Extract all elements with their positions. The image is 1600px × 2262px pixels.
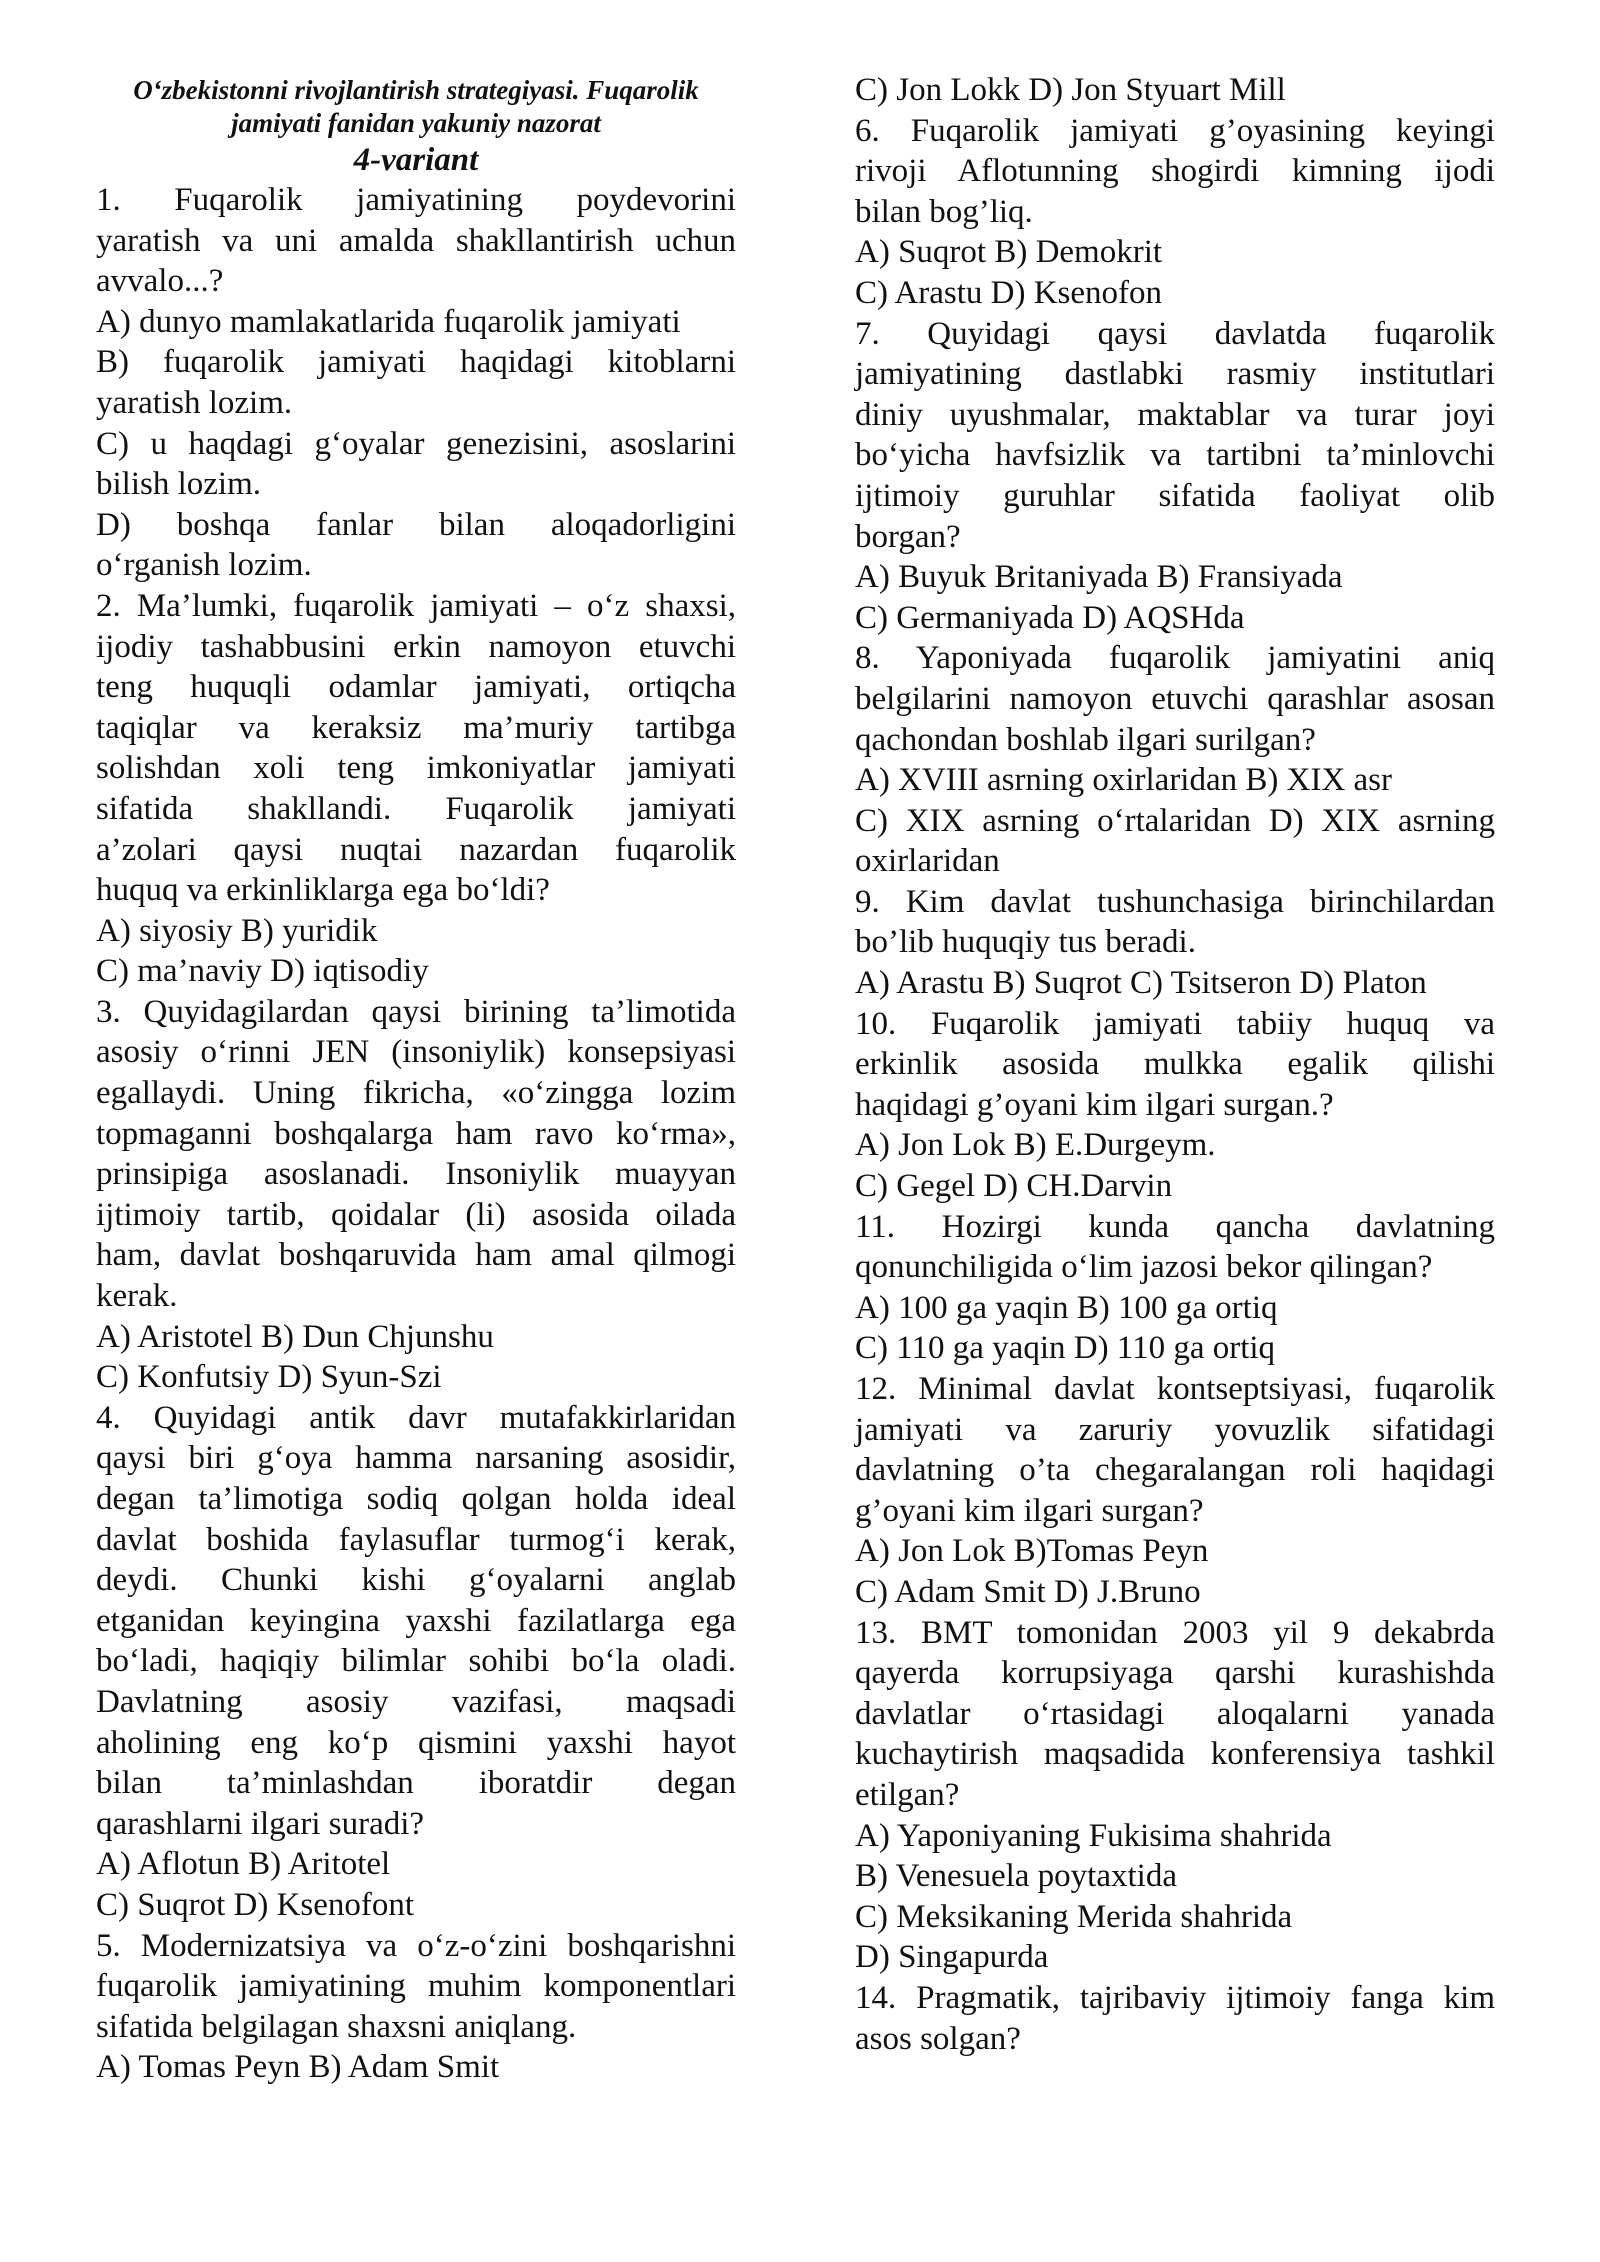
text-line: 1. Fuqarolik jamiyatining poydevorini (96, 182, 736, 218)
text-line: C) Gegel D) CH.Darvin (855, 1168, 1173, 1205)
text-line: borgan? (855, 518, 961, 555)
text-line: degan ta’limotiga sodiq qolgan holda ideal (96, 1481, 736, 1517)
text-line: belgilarini namoyon etuvchi qarashlar asosan (855, 680, 1495, 717)
text-line: avvalo...? (96, 263, 224, 300)
text-line: erkinlik asosida mulkka egalik qilishi (855, 1046, 1495, 1083)
text-line: C) Jon Lokk D) Jon Styuart Mill (855, 72, 1286, 108)
title-line-2: jamiyati fanidan yakuniy nazorat (231, 108, 601, 138)
text-line: g’oyani kim ilgari surgan? (855, 1492, 1204, 1529)
text-line: D) boshqa fanlar bilan aloqadorligini (96, 506, 736, 543)
text-line: ijtimoiy tartib, qoidalar (li) asosida oilada (96, 1196, 736, 1233)
text-line: C) Germaniyada D) AQSHda (855, 599, 1245, 636)
text-line: sifatida belgilagan shaxsni aniqlang. (96, 2008, 577, 2045)
text-line: bilan ta’minlashdan iboratdir degan (96, 1765, 736, 1802)
text-line: a’zolari qaysi nuqtai nazardan fuqarolik (96, 831, 736, 868)
text-line: yaratish lozim. (96, 384, 293, 421)
text-line: jamiyatining dastlabki rasmiy institutlari (855, 356, 1495, 393)
text-line: haqidagi g’oyani kim ilgari surgan.? (855, 1086, 1334, 1123)
text-line: 8. Yaponiyada fuqarolik jamiyatini aniq (855, 640, 1495, 677)
text-line: A) Aristotel B) Dun Chjunshu (96, 1318, 494, 1355)
text-line: bilish lozim. (96, 466, 261, 503)
text-line: C) Adam Smit D) J.Bruno (855, 1573, 1201, 1610)
text-line: jamiyati va zaruriy yovuzlik sifatidagi (855, 1411, 1495, 1448)
text-line: B) Venesuela poytaxtida (855, 1858, 1177, 1895)
text-line: 14. Pragmatik, tajribaviy ijtimoiy fanga kim (855, 1979, 1495, 2016)
text-line: 6. Fuqarolik jamiyati g’oyasining keyingi (855, 112, 1495, 149)
text-line: C) Suqrot D) Ksenofont (96, 1886, 415, 1923)
text-line: A) Aflotun B) Aritotel (96, 1846, 391, 1883)
text-line: davlatning o’ta chegaralangan roli haqidagi (855, 1452, 1495, 1489)
text-line: etilgan? (855, 1776, 960, 1813)
text-line: A) 100 ga yaqin B) 100 ga ortiq (855, 1289, 1278, 1326)
text-line: ijodiy tashabbusini erkin namoyon etuvchi (96, 628, 736, 665)
text-line: C) Meksikaning Merida shahrida (855, 1898, 1293, 1935)
text-line: 9. Kim davlat tushunchasiga birinchilardan (855, 883, 1495, 920)
text-line: 10. Fuqarolik jamiyati tabiiy huquq va (855, 1005, 1495, 1042)
text-line: rivoji Aflotunning shogirdi kimning ijodi (855, 153, 1495, 190)
text-line: A) Suqrot B) Demokrit (855, 234, 1163, 271)
text-line: solishdan xoli teng imkoniyatlar jamiyati (96, 750, 736, 787)
text-line: 12. Minimal davlat kontseptsiyasi, fuqarolik (855, 1371, 1495, 1407)
text-line: A) Buyuk Britaniyada B) Fransiyada (855, 559, 1343, 596)
text-line: D) Singapurda (855, 1939, 1049, 1976)
text-line: qayerda korrupsiyaga qarshi kurashishda (855, 1655, 1495, 1692)
text-line: C) XIX asrning o‘rtalaridan D) XIX asrning (855, 802, 1495, 839)
text-line: 13. BMT tomonidan 2003 yil 9 dekabrda (855, 1614, 1495, 1651)
text-line: C) u haqdagi g‘oyalar genezisini, asoslarini (96, 425, 736, 462)
text-line: taqiqlar va keraksiz ma’muriy tartibga (96, 709, 736, 746)
text-line: teng huquqli odamlar jamiyati, ortiqcha (96, 669, 736, 706)
text-line: prinsipiga asoslanadi. Insoniylik muayyan (96, 1156, 736, 1193)
text-line: bo‘ladi, haqiqiy bilimlar sohibi bo‘la oladi. (96, 1643, 736, 1680)
text-line: kuchaytirish maqsadida konferensiya tashkil (855, 1736, 1495, 1773)
text-line: C) ma’naviy D) iqtisodiy (96, 953, 429, 990)
left-column-text (96, 180, 736, 2088)
text-line: bo‘yicha havfsizlik va tartibni ta’minlovchi (855, 437, 1495, 474)
text-line: egallaydi. Uning fikricha, «o‘zingga lozim (96, 1075, 736, 1112)
text-line: A) Jon Lok B)Tomas Peyn (855, 1533, 1209, 1570)
text-line: A) Tomas Peyn B) Adam Smit (96, 2049, 500, 2086)
text-line: qaysi biri g‘oya hamma narsaning asosidir, (96, 1440, 736, 1477)
text-line: 7. Quyidagi qaysi davlatda fuqarolik (855, 315, 1495, 352)
title-line-1: O‘zbekistonni rivojlantirish strategiyasi. Fuqarolik (133, 75, 699, 105)
text-line: A) Jon Lok B) E.Durgeym. (855, 1127, 1216, 1164)
text-line: C) Konfutsiy D) Syun-Szi (96, 1359, 442, 1396)
text-line: bilan bog’liq. (855, 193, 1033, 230)
text-line: A) XVIII asrning oxirlaridan B) XIX asr (855, 762, 1393, 799)
text-line: Davlatning asosiy vazifasi, maqsadi (96, 1683, 736, 1720)
text-line: 2. Ma’lumki, fuqarolik jamiyati – o‘z shaxsi, (96, 587, 736, 624)
text-line: davlatlar o‘rtasidagi aloqalarni yanada (855, 1695, 1495, 1732)
text-line: A) Arastu B) Suqrot C) Tsitseron D) Platon (855, 965, 1427, 1002)
text-line: ham, davlat boshqaruvida ham amal qilmogi (96, 1237, 736, 1274)
text-line: huquq va erkinliklarga ega bo‘ldi? (96, 872, 550, 909)
text-line: 3. Quyidagilardan qaysi birining ta’limotida (96, 993, 736, 1030)
text-line: qonunchiligida o‘lim jazosi bekor qilingan? (855, 1249, 1433, 1286)
text-line: yaratish va uni amalda shakllantirish uchun (96, 222, 736, 259)
text-line: etganidan keyingina yaxshi fazilatlarga ega (96, 1602, 736, 1639)
text-line: oxirlaridan (855, 843, 1000, 880)
text-line: sifatida shakllandi. Fuqarolik jamiyati (96, 790, 736, 827)
text-line: davlat boshida faylasuflar turmog‘i kerak, (96, 1521, 736, 1558)
text-line: asos solgan? (855, 2020, 1021, 2057)
text-line: A) Yaponiyaning Fukisima shahrida (855, 1817, 1332, 1854)
text-line: deydi. Chunki kishi g‘oyalarni anglab (96, 1562, 736, 1599)
text-line: 4. Quyidagi antik davr mutafakkirlaridan (96, 1399, 736, 1436)
text-line: fuqarolik jamiyatining muhim komponentlari (96, 1968, 736, 2005)
left-column (96, 70, 736, 2088)
right-column-text (855, 70, 1495, 2059)
text-line: kerak. (96, 1278, 178, 1315)
text-line: A) dunyo mamlakatlarida fuqarolik jamiyati (96, 303, 681, 340)
text-line: aholining eng ko‘p qismini yaxshi hayot (96, 1724, 736, 1761)
text-line: diniy uyushmalar, maktablar va turar joyi (855, 396, 1495, 433)
text-line: A) siyosiy B) yuridik (96, 912, 378, 949)
variant-label: 4-variant (353, 142, 479, 178)
text-line: ijtimoiy guruhlar sifatida faoliyat olib (855, 477, 1495, 514)
text-line: bo’lib huquqiy tus beradi. (855, 924, 1196, 961)
text-line: C) 110 ga yaqin D) 110 ga ortiq (855, 1330, 1276, 1367)
text-line: qarashlarni ilgari suradi? (96, 1805, 425, 1842)
right-column (855, 70, 1495, 2059)
text-line: B) fuqarolik jamiyati haqidagi kitoblarni (96, 344, 736, 381)
text-line: 5. Modernizatsiya va o‘z-o‘zini boshqarishni (96, 1927, 736, 1964)
text-line: topmaganni boshqalarga ham ravo ko‘rma», (96, 1115, 736, 1152)
text-line: qachondan boshlab ilgari surilgan? (855, 721, 1316, 758)
text-line: asosiy o‘rinni JEN (insoniylik) konsepsiyasi (96, 1034, 736, 1071)
text-line: C) Arastu D) Ksenofon (855, 274, 1163, 311)
document-title (96, 74, 736, 140)
text-line: 11. Hozirgi kunda qancha davlatning (855, 1208, 1495, 1245)
text-line: o‘rganish lozim. (96, 547, 312, 584)
